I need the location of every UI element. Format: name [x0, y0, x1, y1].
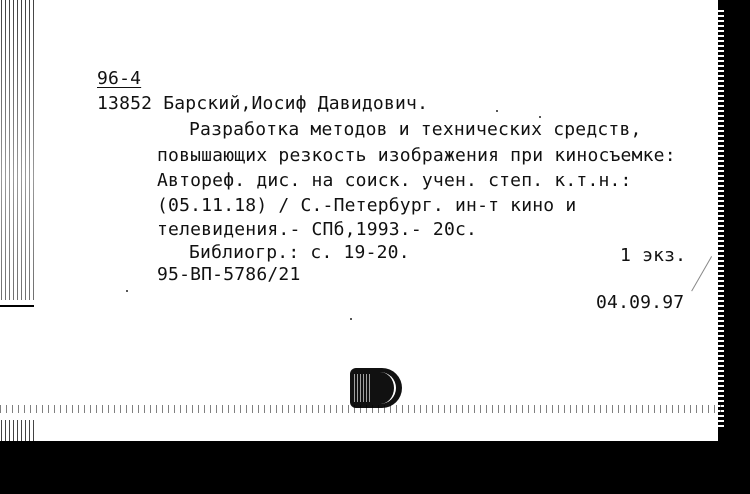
- call-number: 96-4: [97, 68, 142, 89]
- left-margin-white: [0, 300, 34, 420]
- registry-number: 95-ВП-5786/21: [157, 264, 301, 285]
- speck: [126, 290, 128, 292]
- speck: [539, 116, 541, 118]
- speck: [496, 110, 498, 112]
- title-line-5: телевидения.- СПб,1993.- 20с.: [157, 219, 478, 240]
- entry-heading: 13852 Барский,Иосиф Давидович.: [97, 93, 429, 114]
- title-line-3: Автореф. дис. на соиск. учен. степ. к.т.н.:: [157, 170, 632, 191]
- date-stamp: 04.09.97: [596, 292, 685, 313]
- title-line-1: Разработка методов и технических средств,: [189, 119, 642, 140]
- speck: [350, 318, 352, 320]
- bottom-scan-dither: [0, 405, 750, 413]
- card-punch-hole: [350, 368, 402, 408]
- copies-count: 1 экз.: [620, 245, 687, 266]
- bibliography-note: Библиогр.: с. 19-20.: [189, 242, 410, 263]
- title-line-2: повышающих резкость изображения при киносъемке:: [157, 145, 676, 166]
- left-margin-line: [0, 305, 34, 307]
- right-scan-dither: [718, 10, 724, 430]
- title-line-4: (05.11.18) / С.-Петербург. ин-т кино и: [157, 195, 577, 216]
